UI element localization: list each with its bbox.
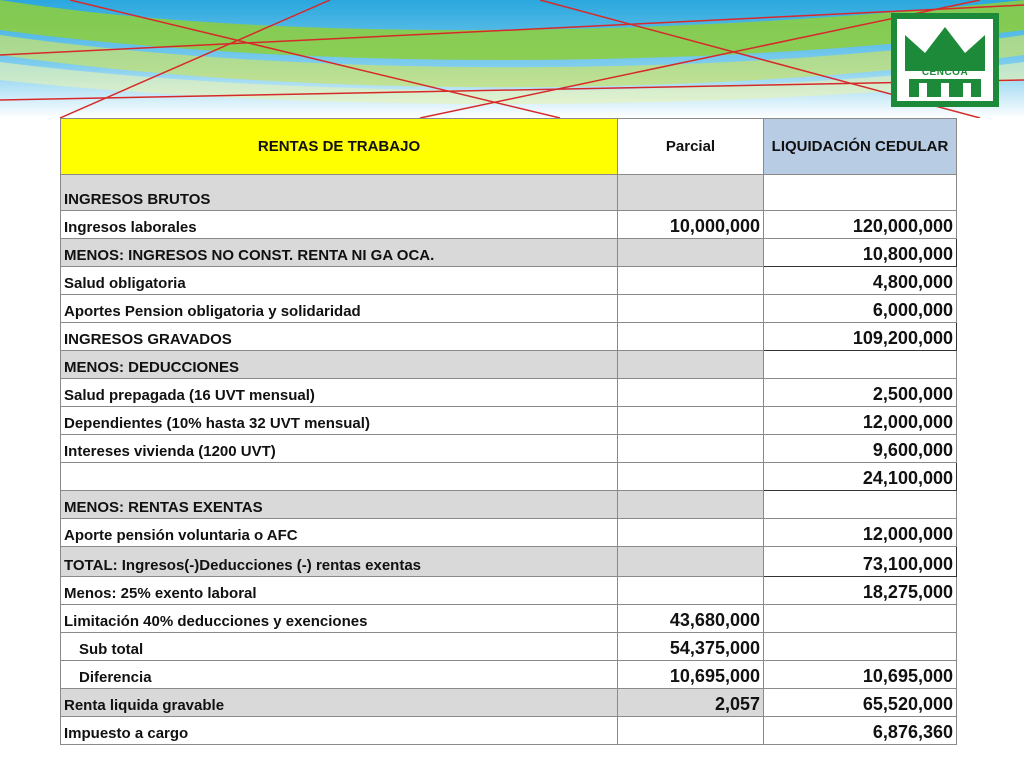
row-liquidacion	[764, 175, 957, 211]
row-liquidacion: 6,876,360	[764, 717, 957, 745]
row-liquidacion	[764, 605, 957, 633]
row-label: Salud prepagada (16 UVT mensual)	[61, 379, 618, 407]
row-parcial	[618, 295, 764, 323]
table-row	[61, 323, 957, 351]
row-label: Aportes Pension obligatoria y solidaridad	[61, 295, 618, 323]
table-row	[61, 689, 957, 717]
row-parcial	[618, 717, 764, 745]
row-parcial	[618, 519, 764, 547]
row-parcial	[618, 491, 764, 519]
row-parcial	[618, 547, 764, 577]
row-label: Limitación 40% deducciones y exenciones	[61, 605, 618, 633]
row-parcial	[618, 267, 764, 295]
header-concept: RENTAS DE TRABAJO	[61, 119, 618, 175]
row-parcial	[618, 239, 764, 267]
row-label: Sub total	[61, 633, 618, 661]
row-liquidacion: 73,100,000	[764, 547, 957, 577]
row-label: Intereses vivienda (1200 UVT)	[61, 435, 618, 463]
row-parcial	[618, 407, 764, 435]
row-label: INGRESOS BRUTOS	[61, 175, 618, 211]
row-label: Impuesto a cargo	[61, 717, 618, 745]
decorative-banner	[0, 0, 1024, 118]
row-liquidacion: 120,000,000	[764, 211, 957, 239]
row-parcial: 10,000,000	[618, 211, 764, 239]
row-parcial	[618, 435, 764, 463]
table-row	[61, 295, 957, 323]
header-parcial: Parcial	[618, 119, 764, 175]
row-liquidacion	[764, 633, 957, 661]
row-liquidacion: 2,500,000	[764, 379, 957, 407]
row-liquidacion: 10,800,000	[764, 239, 957, 267]
row-label: Salud obligatoria	[61, 267, 618, 295]
row-parcial	[618, 351, 764, 379]
row-liquidacion: 12,000,000	[764, 519, 957, 547]
table-row	[61, 577, 957, 605]
row-label: MENOS: RENTAS EXENTAS	[61, 491, 618, 519]
row-liquidacion: 10,695,000	[764, 661, 957, 689]
row-label: Menos: 25% exento laboral	[61, 577, 618, 605]
row-liquidacion: 18,275,000	[764, 577, 957, 605]
row-label	[61, 463, 618, 491]
row-label: Diferencia	[61, 661, 618, 689]
row-liquidacion: 109,200,000	[764, 323, 957, 351]
row-parcial: 10,695,000	[618, 661, 764, 689]
row-label: INGRESOS GRAVADOS	[61, 323, 618, 351]
table-row	[61, 463, 957, 491]
row-parcial	[618, 379, 764, 407]
row-parcial	[618, 463, 764, 491]
row-label: Ingresos laborales	[61, 211, 618, 239]
table-row	[61, 491, 957, 519]
row-parcial	[618, 175, 764, 211]
logo-name: CENCOA	[921, 67, 969, 78]
logo-mark-icon	[891, 13, 999, 107]
table-header-row	[61, 119, 957, 175]
row-label: Aporte pensión voluntaria o AFC	[61, 519, 618, 547]
cencoa-logo	[891, 13, 999, 107]
table-row	[61, 211, 957, 239]
row-label: MENOS: DEDUCCIONES	[61, 351, 618, 379]
row-parcial	[618, 323, 764, 351]
header-liquidacion: LIQUIDACIÓN CEDULAR	[764, 119, 957, 175]
row-liquidacion	[764, 351, 957, 379]
table-row	[61, 633, 957, 661]
table-row	[61, 379, 957, 407]
table-row	[61, 407, 957, 435]
row-liquidacion: 9,600,000	[764, 435, 957, 463]
row-parcial: 2,057	[618, 689, 764, 717]
table-row	[61, 547, 957, 577]
row-parcial: 54,375,000	[618, 633, 764, 661]
table-row	[61, 351, 957, 379]
row-liquidacion: 12,000,000	[764, 407, 957, 435]
rentas-trabajo-table	[60, 118, 957, 745]
row-liquidacion: 24,100,000	[764, 463, 957, 491]
table-row	[61, 267, 957, 295]
row-parcial	[618, 577, 764, 605]
row-label: TOTAL: Ingresos(-)Deducciones (-) rentas exentas	[61, 547, 618, 577]
row-liquidacion	[764, 491, 957, 519]
row-parcial: 43,680,000	[618, 605, 764, 633]
table-row	[61, 435, 957, 463]
row-label: Dependientes (10% hasta 32 UVT mensual)	[61, 407, 618, 435]
table-row	[61, 717, 957, 745]
table-row	[61, 519, 957, 547]
table-row	[61, 175, 957, 211]
row-label: MENOS: INGRESOS NO CONST. RENTA NI GA OCA.	[61, 239, 618, 267]
row-label: Renta liquida gravable	[61, 689, 618, 717]
row-liquidacion: 65,520,000	[764, 689, 957, 717]
row-liquidacion: 6,000,000	[764, 295, 957, 323]
table-row	[61, 661, 957, 689]
table-row	[61, 605, 957, 633]
row-liquidacion: 4,800,000	[764, 267, 957, 295]
table-row	[61, 239, 957, 267]
